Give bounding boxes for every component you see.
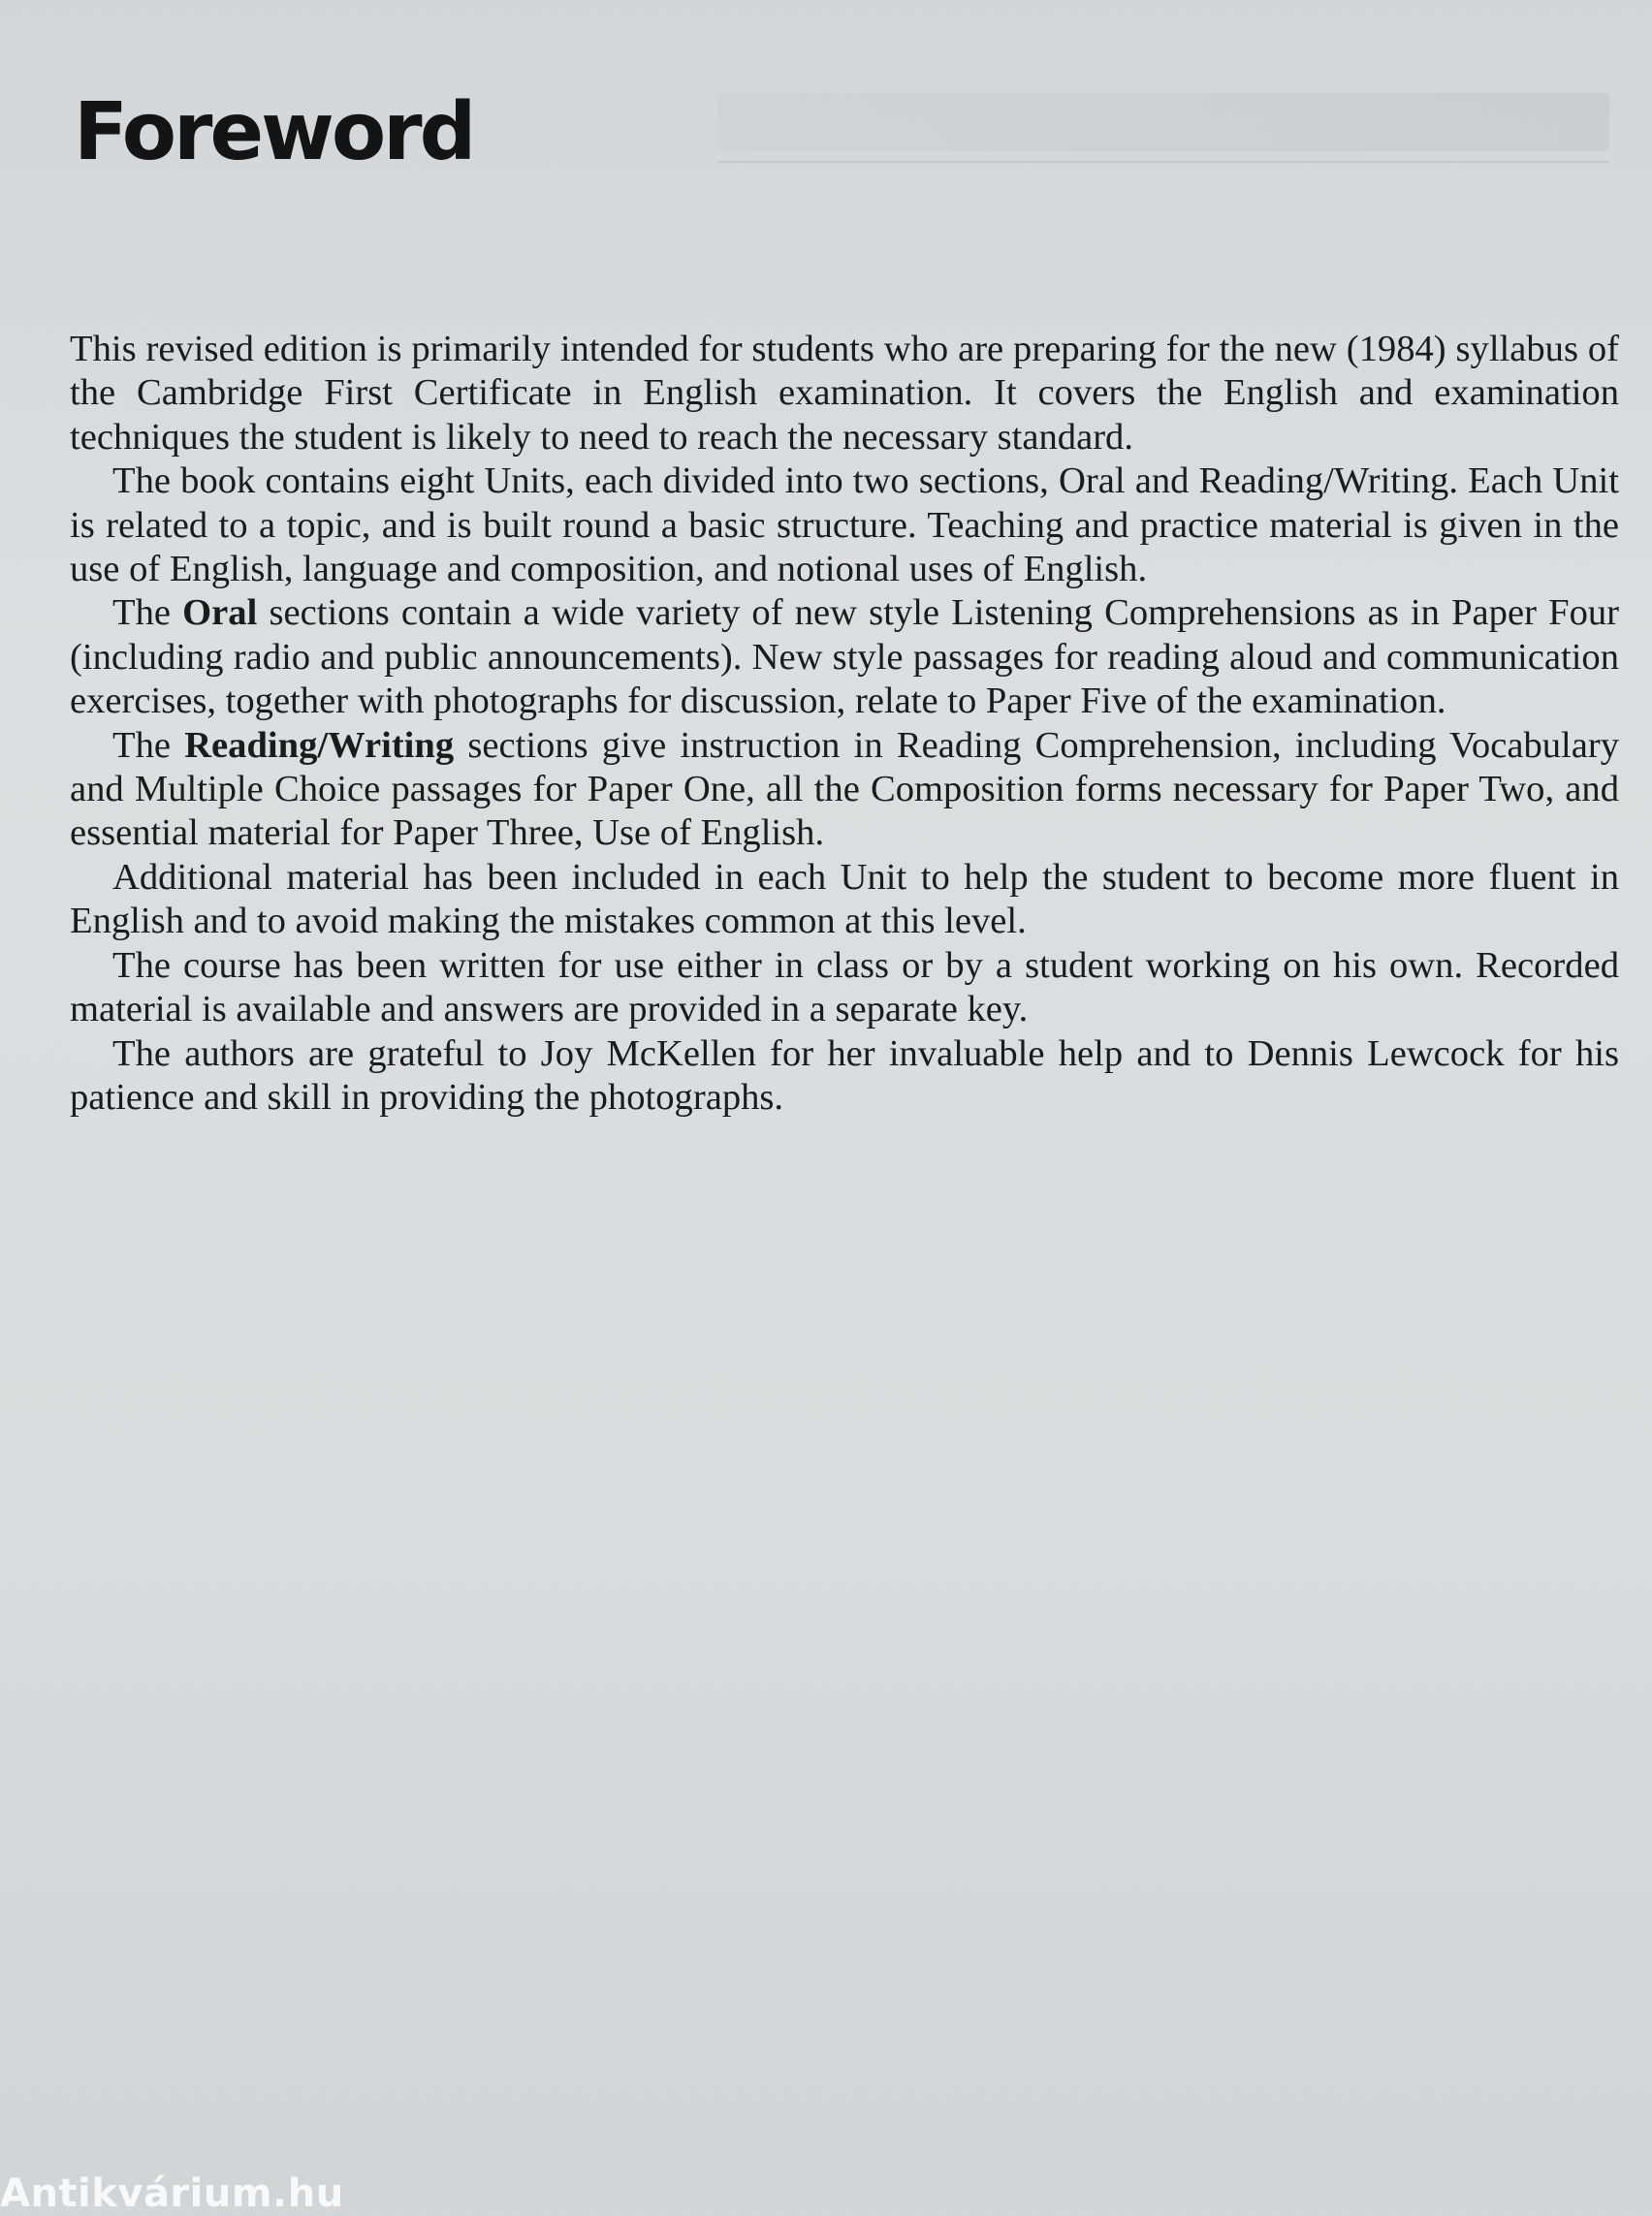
page-title: Foreword <box>74 86 474 178</box>
watermark: Antikvárium.hu <box>0 2171 344 2216</box>
bleed-through-rule <box>717 161 1609 163</box>
paragraph-1: This revised edition is primarily intended for students who are preparing for the new (1984) syllabus of the Cambridge First Certificate in English examination. It covers the English and examination techniques the student is likely to need to reach the necessary standard. <box>70 329 1619 458</box>
foreword-body <box>70 328 1619 1120</box>
paragraph-4: The Reading/Writing sections give instruction in Reading Comprehension, including Vocabulary and Multiple Choice passages for Paper One, all the Composition forms necessary for Paper Two, and essential material for Paper Three, Use of English. <box>70 724 1619 854</box>
paragraph-3: The Oral sections contain a wide variety of new style Listening Comprehensions as in Paper Four (including radio and public announcements). New style passages for reading aloud and communication exercises, together with photographs for discussion, relate to Paper Five of the examination. <box>70 592 1619 722</box>
bold-term-reading-writing: Reading/Writing <box>184 724 455 766</box>
bold-term-oral: Oral <box>182 592 258 634</box>
paragraph-5: Additional material has been included in each Unit to help the student to become more fluent in English and to avoid making the mistakes common at this level. <box>70 856 1619 942</box>
paragraph-6: The course has been written for use either in class or by a student working on his own. Recorded material is available and answers are provided in a separate key. <box>70 944 1619 1030</box>
bleed-through-heading <box>717 93 1609 151</box>
paragraph-7: The authors are grateful to Joy McKellen for her invaluable help and to Dennis Lewcock for his patience and skill in providing the photographs. <box>70 1032 1619 1118</box>
paragraph-2: The book contains eight Units, each divided into two sections, Oral and Reading/Writing. Each Unit is related to a topic, and is built round a basic structure. Teaching and practice material is given in the use of English, language and composition, and notional uses of English. <box>70 460 1619 590</box>
